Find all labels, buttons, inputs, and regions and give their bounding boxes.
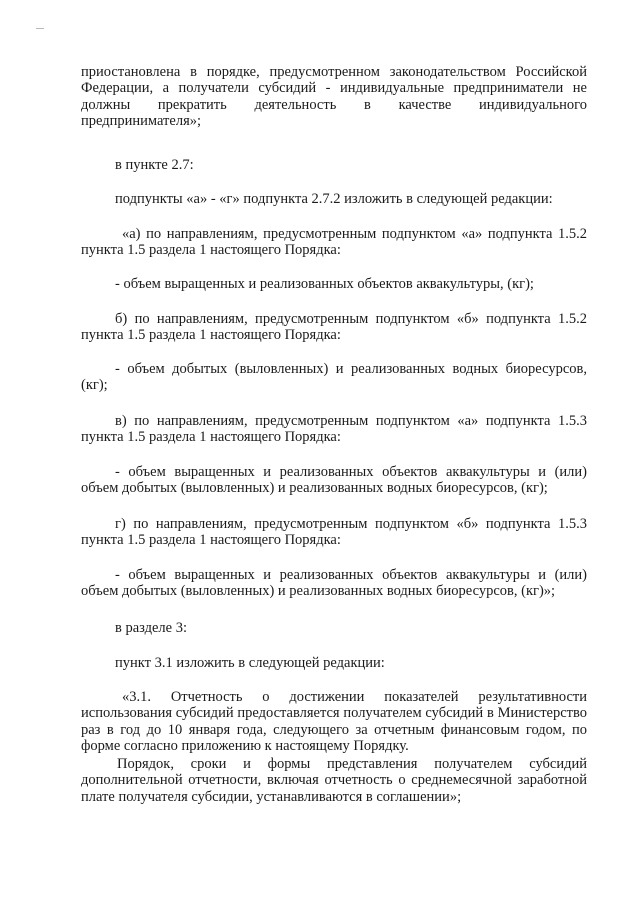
paragraph-subitem-v: в) по направлениям, предусмотренным подпунктом «а» подпункта 1.5.3 пункта 1.5 раздела 1 настоящего Порядка: [81,413,587,446]
paragraph-subitem-g-measure: - объем выращенных и реализованных объектов аквакультуры и (или) объем добытых (выловленных) и реализованных водных биоресурсов, (кг)»; [81,567,587,600]
paragraph-subitems-intro: подпункты «а» - «г» подпункта 2.7.2 изложить в следующей редакции: [115,191,553,207]
scan-mark [36,28,44,29]
paragraph-subitem-g: г) по направлениям, предусмотренным подпунктом «б» подпункта 1.5.3 пункта 1.5 раздела 1 настоящего Порядка: [81,516,587,549]
paragraph-subitem-v-measure: - объем выращенных и реализованных объектов аквакультуры и (или) объем добытых (выловленных) и реализованных водных биоресурсов, (кг); [81,464,587,497]
paragraph-item-2-7: в пункте 2.7: [115,157,194,173]
paragraph-item-3-1-intro: пункт 3.1 изложить в следующей редакции: [115,655,385,671]
paragraph-reporting-order: Порядок, сроки и формы представления получателем субсидий дополнительной отчетности, включая отчетность о среднемесячной заработной плате получателя субсидии, устанавливаются в соглашении»; [81,756,587,805]
paragraph-section-3: в разделе 3: [115,620,188,636]
paragraph-subitem-b: б) по направлениям, предусмотренным подпунктом «б» подпункта 1.5.2 пункта 1.5 раздела 1 настоящего Порядка: [81,311,587,344]
paragraph-item-3-1: «3.1. Отчетность о достижении показателей результативности использования субсидий предоставляется получателем субсидий в Министерство раз в год до 10 января года, следующего за отчетным финансовым годом, по форме согласно приложению к настоящему Порядку. [81,689,587,754]
paragraph-continuation: приостановлена в порядке, предусмотренном законодательством Российской Федерации, а получатели субсидий - индивидуальные предприниматели не должны прекратить деятельность в качестве индивидуального предпринимателя»; [81,64,587,129]
paragraph-subitem-a-measure: - объем выращенных и реализованных объектов аквакультуры, (кг); [115,276,534,292]
paragraph-subitem-a: «а) по направлениям, предусмотренным подпунктом «а» подпункта 1.5.2 пункта 1.5 раздела 1 настоящего Порядка: [81,226,587,259]
paragraph-subitem-b-measure: - объем добытых (выловленных) и реализованных водных биоресурсов, (кг); [81,361,587,394]
